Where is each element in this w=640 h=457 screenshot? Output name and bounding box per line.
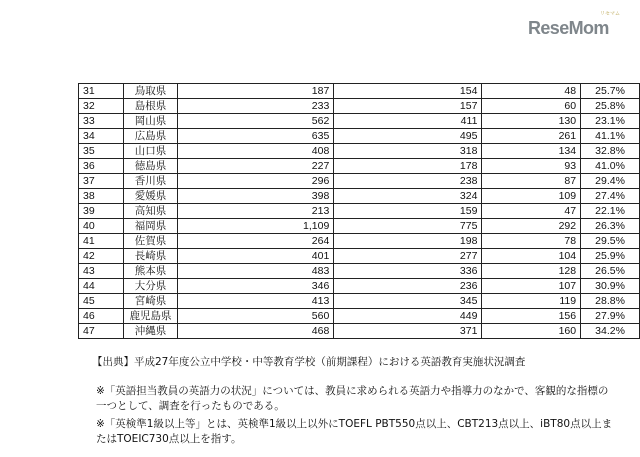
eiken-pre1-count-cell: 93 [482, 159, 581, 174]
eiken-pre1-count-cell: 87 [482, 174, 581, 189]
total-teachers-cell: 227 [178, 159, 334, 174]
eiken-pre1-rate-cell: 41.0% [581, 159, 640, 174]
prefecture-name-cell: 岡山県 [123, 114, 177, 129]
total-teachers-cell: 296 [178, 174, 334, 189]
eiken-pre1-rate-cell: 25.8% [581, 99, 640, 114]
total-teachers-cell: 413 [178, 294, 334, 309]
tested-teachers-cell: 371 [334, 324, 482, 339]
prefecture-name-cell: 鳥取県 [123, 84, 177, 99]
eiken-pre1-count-cell: 60 [482, 99, 581, 114]
prefecture-number-cell: 47 [79, 324, 124, 339]
eiken-pre1-count-cell: 119 [482, 294, 581, 309]
prefecture-name-cell: 宮崎県 [123, 294, 177, 309]
total-teachers-cell: 483 [178, 264, 334, 279]
eiken-pre1-rate-cell: 25.9% [581, 249, 640, 264]
prefecture-number-cell: 41 [79, 234, 124, 249]
eiken-pre1-count-cell: 130 [482, 114, 581, 129]
total-teachers-cell: 1,109 [178, 219, 334, 234]
prefecture-name-cell: 沖縄県 [123, 324, 177, 339]
table-row [79, 84, 640, 99]
eiken-pre1-count-cell: 107 [482, 279, 581, 294]
logo-text: ReseMom [528, 18, 609, 38]
table-row [79, 174, 640, 189]
prefecture-number-cell: 39 [79, 204, 124, 219]
eiken-pre1-rate-cell: 22.1% [581, 204, 640, 219]
total-teachers-cell: 187 [178, 84, 334, 99]
table-row [79, 189, 640, 204]
tested-teachers-cell: 157 [334, 99, 482, 114]
prefecture-number-cell: 40 [79, 219, 124, 234]
eiken-pre1-count-cell: 128 [482, 264, 581, 279]
prefecture-number-cell: 37 [79, 174, 124, 189]
note-eiken-definition: ※「英検準1級以上等」とは、英検準1級以上以外にTOEFL PBT550点以上、CBT213点以上、iBT80点以上またはTOEIC730点以上を指す。 [96, 418, 613, 445]
prefecture-number-cell: 45 [79, 294, 124, 309]
eiken-pre1-count-cell: 48 [482, 84, 581, 99]
table-row [79, 129, 640, 144]
tested-teachers-cell: 236 [334, 279, 482, 294]
prefecture-number-cell: 43 [79, 264, 124, 279]
table-row [79, 294, 640, 309]
eiken-pre1-count-cell: 47 [482, 204, 581, 219]
eiken-pre1-count-cell: 104 [482, 249, 581, 264]
prefecture-name-cell: 高知県 [123, 204, 177, 219]
prefecture-number-cell: 32 [79, 99, 124, 114]
total-teachers-cell: 468 [178, 324, 334, 339]
prefecture-name-cell: 大分県 [123, 279, 177, 294]
table-row [79, 234, 640, 249]
prefecture-number-cell: 36 [79, 159, 124, 174]
prefecture-name-cell: 鹿児島県 [123, 309, 177, 324]
table-row [79, 219, 640, 234]
tested-teachers-cell: 159 [334, 204, 482, 219]
tested-teachers-cell: 775 [334, 219, 482, 234]
tested-teachers-cell: 238 [334, 174, 482, 189]
prefecture-name-cell: 広島県 [123, 129, 177, 144]
table-row [79, 279, 640, 294]
table-body [79, 84, 640, 339]
total-teachers-cell: 635 [178, 129, 334, 144]
eiken-pre1-rate-cell: 23.1% [581, 114, 640, 129]
total-teachers-cell: 560 [178, 309, 334, 324]
prefecture-number-cell: 33 [79, 114, 124, 129]
eiken-pre1-count-cell: 109 [482, 189, 581, 204]
eiken-pre1-rate-cell: 26.5% [581, 264, 640, 279]
eiken-pre1-rate-cell: 27.9% [581, 309, 640, 324]
tested-teachers-cell: 345 [334, 294, 482, 309]
tested-teachers-cell: 336 [334, 264, 482, 279]
eiken-pre1-rate-cell: 26.3% [581, 219, 640, 234]
resemom-logo [528, 10, 628, 42]
tested-teachers-cell: 154 [334, 84, 482, 99]
eiken-pre1-count-cell: 134 [482, 144, 581, 159]
total-teachers-cell: 346 [178, 279, 334, 294]
prefecture-name-cell: 香川県 [123, 174, 177, 189]
eiken-pre1-count-cell: 261 [482, 129, 581, 144]
table-row [79, 144, 640, 159]
prefecture-name-cell: 島根県 [123, 99, 177, 114]
eiken-pre1-rate-cell: 32.8% [581, 144, 640, 159]
logo-katakana: リセマム [600, 11, 620, 17]
eiken-pre1-rate-cell: 41.1% [581, 129, 640, 144]
prefecture-name-cell: 徳島県 [123, 159, 177, 174]
english-teacher-table [78, 83, 640, 339]
prefecture-number-cell: 34 [79, 129, 124, 144]
total-teachers-cell: 213 [178, 204, 334, 219]
tested-teachers-cell: 277 [334, 249, 482, 264]
eiken-pre1-count-cell: 292 [482, 219, 581, 234]
prefecture-name-cell: 山口県 [123, 144, 177, 159]
total-teachers-cell: 398 [178, 189, 334, 204]
table-row [79, 159, 640, 174]
prefecture-name-cell: 熊本県 [123, 264, 177, 279]
eiken-pre1-rate-cell: 28.8% [581, 294, 640, 309]
table-row [79, 99, 640, 114]
prefecture-number-cell: 42 [79, 249, 124, 264]
prefecture-number-cell: 31 [79, 84, 124, 99]
tested-teachers-cell: 411 [334, 114, 482, 129]
total-teachers-cell: 264 [178, 234, 334, 249]
tested-teachers-cell: 495 [334, 129, 482, 144]
eiken-pre1-count-cell: 78 [482, 234, 581, 249]
source-citation: 【出典】平成27年度公立中学校・中等教育学校（前期課程）における英語教育実施状況調査 [92, 356, 526, 368]
prefecture-number-cell: 38 [79, 189, 124, 204]
table-row [79, 249, 640, 264]
table-row [79, 309, 640, 324]
prefecture-name-cell: 福岡県 [123, 219, 177, 234]
prefecture-name-cell: 佐賀県 [123, 234, 177, 249]
total-teachers-cell: 233 [178, 99, 334, 114]
prefecture-name-cell: 愛媛県 [123, 189, 177, 204]
tested-teachers-cell: 178 [334, 159, 482, 174]
eiken-pre1-rate-cell: 29.5% [581, 234, 640, 249]
eiken-pre1-rate-cell: 27.4% [581, 189, 640, 204]
table-row [79, 204, 640, 219]
prefecture-number-cell: 44 [79, 279, 124, 294]
total-teachers-cell: 401 [178, 249, 334, 264]
prefecture-name-cell: 長崎県 [123, 249, 177, 264]
tested-teachers-cell: 318 [334, 144, 482, 159]
prefecture-number-cell: 46 [79, 309, 124, 324]
table-row [79, 324, 640, 339]
eiken-pre1-rate-cell: 30.9% [581, 279, 640, 294]
table-row [79, 264, 640, 279]
eiken-pre1-rate-cell: 29.4% [581, 174, 640, 189]
total-teachers-cell: 562 [178, 114, 334, 129]
total-teachers-cell: 408 [178, 144, 334, 159]
eiken-pre1-rate-cell: 25.7% [581, 84, 640, 99]
note-english-ability: ※「英語担当教員の英語力の状況」については、教員に求められる英語力や指導力のなかで、客観的な指標の一つとして、調査を行ったものである。 [96, 385, 609, 412]
tested-teachers-cell: 449 [334, 309, 482, 324]
prefecture-number-cell: 35 [79, 144, 124, 159]
tested-teachers-cell: 198 [334, 234, 482, 249]
tested-teachers-cell: 324 [334, 189, 482, 204]
eiken-pre1-count-cell: 160 [482, 324, 581, 339]
table-row [79, 114, 640, 129]
eiken-pre1-count-cell: 156 [482, 309, 581, 324]
eiken-pre1-rate-cell: 34.2% [581, 324, 640, 339]
